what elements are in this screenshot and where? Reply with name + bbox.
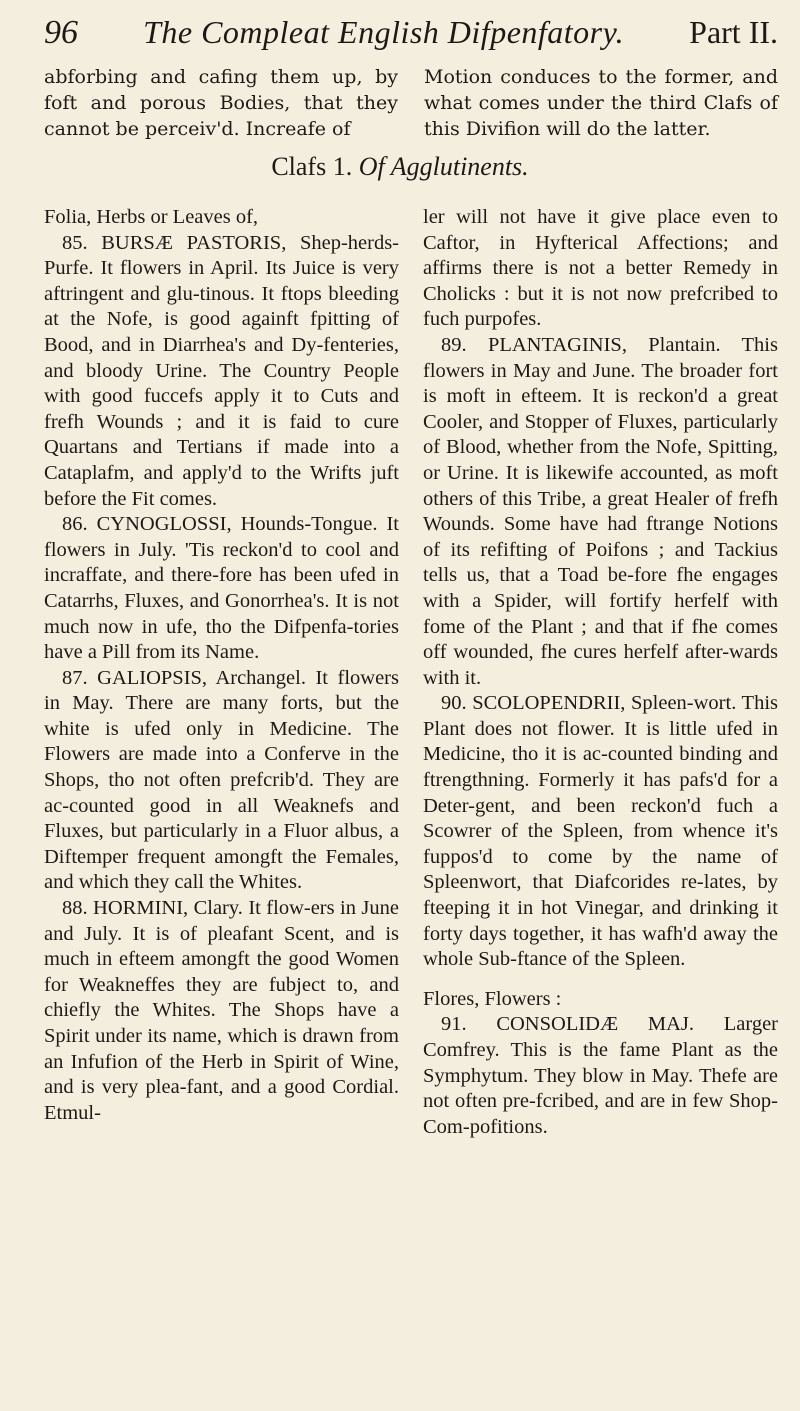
class-title: Of Agglutinents.	[358, 152, 529, 181]
entry-paragraph: 90. SCOLOPENDRII, Spleen-wort. This Plant does not flower. It is little ufed in Medicine, tho it is ac-counted binding and ftrengthning. Formerly it has pafs'd for a Deter-gent, and been reckon'd fuch a Scowrer of the Spleen, from whence it's fuppos'd to come by the name of Spleenwort, that Diafcorides re-lates, by fteeping it in hot Vinegar, and drinking it forty days together, it has wafh'd away the whole Sub-ftance of the Spleen.	[423, 692, 778, 971]
intro-paragraph	[44, 64, 778, 142]
entry-paragraph: ler will not have it give place even to Caftor, in Hyfterical Affections; and affirms there is not a better Remedy in Cholicks : but it is not now prefcribed to fuch purpofes.	[423, 206, 778, 331]
right-column	[423, 205, 778, 1391]
entry-paragraph: 85. BURSÆ PASTORIS, Shep-herds-Purfe. It flowers in April. Its Juice is very aftringent and glu-tinous. It ftops bleeding at the Nofe, is good againft fpitting of Bood, and in Diarrhea's and Dy-fenteries, and bloody Urine. The Country People with good fuccefs apply it to Cuts and frefh Wounds ; and it is faid to cure Quartans and Tertians if made into a Cataplafm, and apply'd to the Wrifts juft before the Fit comes.	[44, 231, 399, 510]
entry-paragraph: 86. CYNOGLOSSI, Hounds-Tongue. It flowers in July. 'Tis reckon'd to cool and incraffate, and there-fore has been ufed in Catarrhs, Fluxes, and Gonorrhea's. It is not much now in ufe, tho the Difpenfa-tories have a Pill from its Name.	[44, 513, 399, 664]
book-title: The Compleat English Difpenfatory.	[143, 14, 625, 50]
class-heading	[0, 152, 800, 182]
entry-paragraph: 87. GALIOPSIS, Archangel. It flowers in May. There are many forts, but the white is ufed only in Medicine. The Flowers are made into a Conferve in the Shops, tho not often prefcrib'd. They are ac-counted good in all Weaknefs and Fluxes, but particularly in a Fluor albus, a Diftemper frequent amongft the Females, and which they call the Whites.	[44, 666, 399, 894]
intro-right: Motion conduces to the former, and what comes under the third Clafs of this Divifion will do the latter.	[424, 66, 778, 140]
class-label: Clafs 1.	[271, 152, 353, 181]
intro-left: abforbing and cafing them up, by foft and porous Bodies, that they cannot be perceiv'd. Increafe of	[44, 66, 398, 140]
section-heading: Folia, Herbs or Leaves of,	[44, 206, 259, 228]
page-number: 96	[44, 14, 78, 51]
entry-paragraph: 88. HORMINI, Clary. It flow-ers in June and July. It is of pleafant Scent, and is much in efteem amongft the good Women for Weakneffes they are fubject to, and chiefly the Whites. The Shops have a Spirit under its name, which is drawn from an Infufion of the Herb in Spirit of Wine, and is very plea-fant, and a good Cordial. Etmul-	[44, 897, 399, 1124]
part-label: Part II.	[689, 14, 778, 50]
section-heading: Flores, Flowers :	[423, 987, 562, 1010]
entry-paragraph: 89. PLANTAGINIS, Plantain. This flowers in May and June. The broader fort is moft in efteem. It is reckon'd a great Cooler, and Stopper of Fluxes, particularly of Blood, whether from the Nofe, Spitting, or Urine. It is likewife accounted, as moft others of this Tribe, a great Healer of frefh Wounds. Some have had ftrange Notions of its refifting of Poifons ; and Tackius tells us, that a Toad be-fore fhe engages with a Spider, will fortify herfelf with fome of the Plant ; and that if fhe comes off wounded, fhe cures herfelf after-wards with it.	[423, 333, 778, 689]
entry-paragraph: 91. CONSOLIDÆ MAJ. Larger Comfrey. This is the fame Plant as the Symphytum. They blow in May. Thefe are not often pre-fcribed, and are in few Shop-Com-pofitions.	[423, 1013, 778, 1138]
left-column	[44, 205, 399, 1391]
running-head	[44, 14, 778, 60]
text-columns	[44, 205, 778, 1391]
